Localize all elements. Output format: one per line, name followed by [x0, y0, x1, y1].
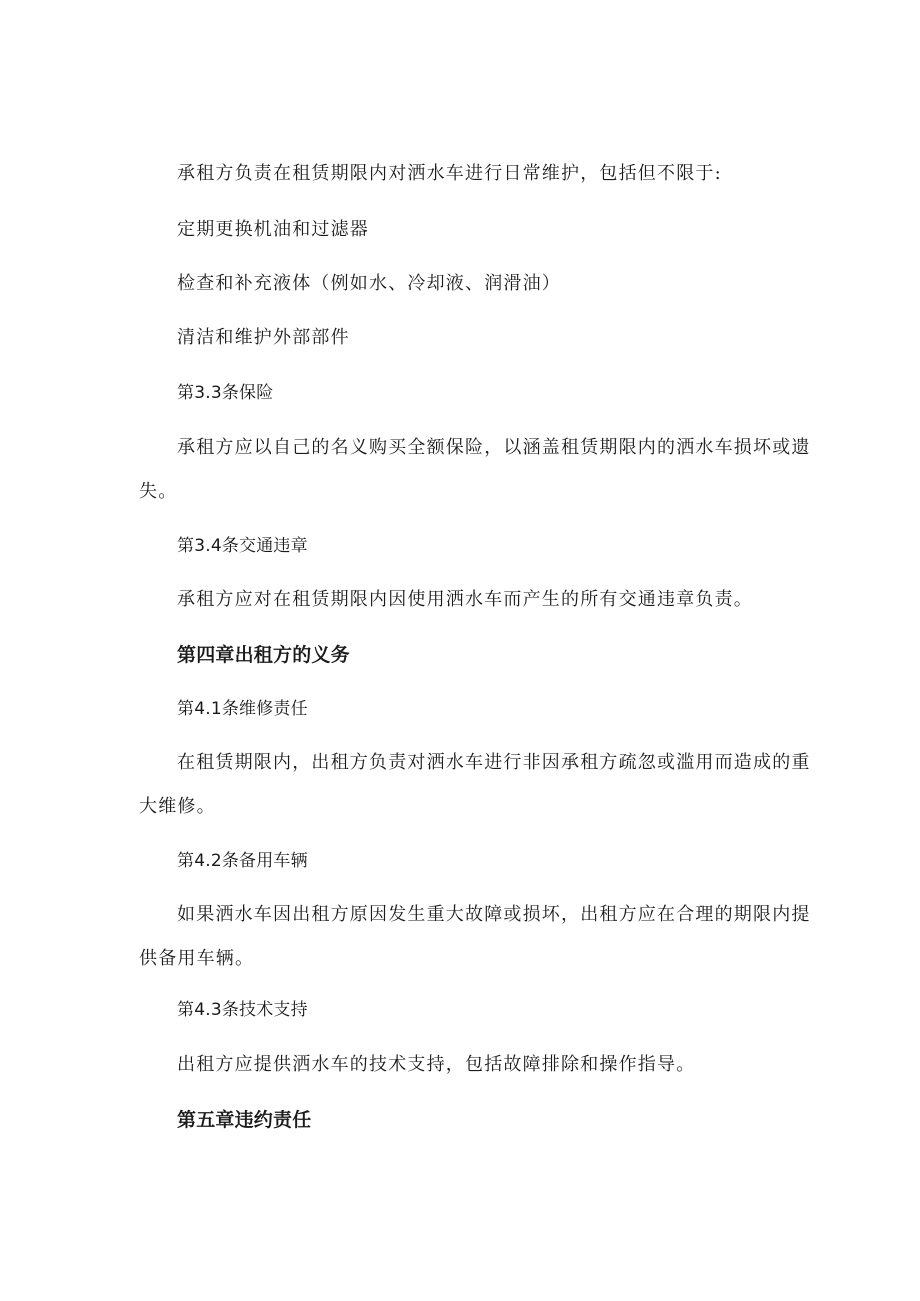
article-4-2-text: 如果洒水车因出租方原因发生重大故障或损坏，出租方应在合理的期限内提 — [177, 904, 811, 925]
maintenance-item: 检查和补充液体（例如水、冷却液、润滑油） — [177, 273, 561, 294]
article-4-1-text-continued: 大维修。 — [139, 796, 216, 817]
chapter-5-heading: 第五章违约责任 — [177, 1109, 312, 1131]
article-3-3-text-continued: 失。 — [139, 481, 178, 502]
article-4-1-text: 在租赁期限内，出租方负责对洒水车进行非因承租方疏忽或滥用而造成的重 — [177, 752, 811, 773]
article-3-4-text: 承租方应对在租赁期限内因使用洒水车而产生的所有交通违章负责。 — [177, 589, 753, 610]
maintenance-item: 清洁和维护外部部件 — [177, 327, 350, 348]
maintenance-item: 定期更换机油和过滤器 — [177, 219, 369, 240]
article-3-4-title: 第3.4条交通违章 — [177, 536, 308, 556]
article-4-1-title: 第4.1条维修责任 — [177, 699, 308, 719]
maintenance-intro: 承租方负责在租赁期限内对洒水车进行日常维护，包括但不限于: — [177, 163, 722, 184]
article-3-3-title: 第3.3条保险 — [177, 383, 274, 403]
chapter-4-heading: 第四章出租方的义务 — [177, 644, 350, 666]
article-4-2-text-continued: 供备用车辆。 — [139, 948, 255, 969]
article-3-3-text: 承租方应以自己的名义购买全额保险，以涵盖租赁期限内的洒水车损坏或遗 — [177, 437, 811, 458]
article-4-2-title: 第4.2条备用车辆 — [177, 851, 308, 871]
article-4-3-text: 出租方应提供洒水车的技术支持，包括故障排除和操作指导。 — [177, 1054, 696, 1075]
article-4-3-title: 第4.3条技术支持 — [177, 1000, 308, 1020]
